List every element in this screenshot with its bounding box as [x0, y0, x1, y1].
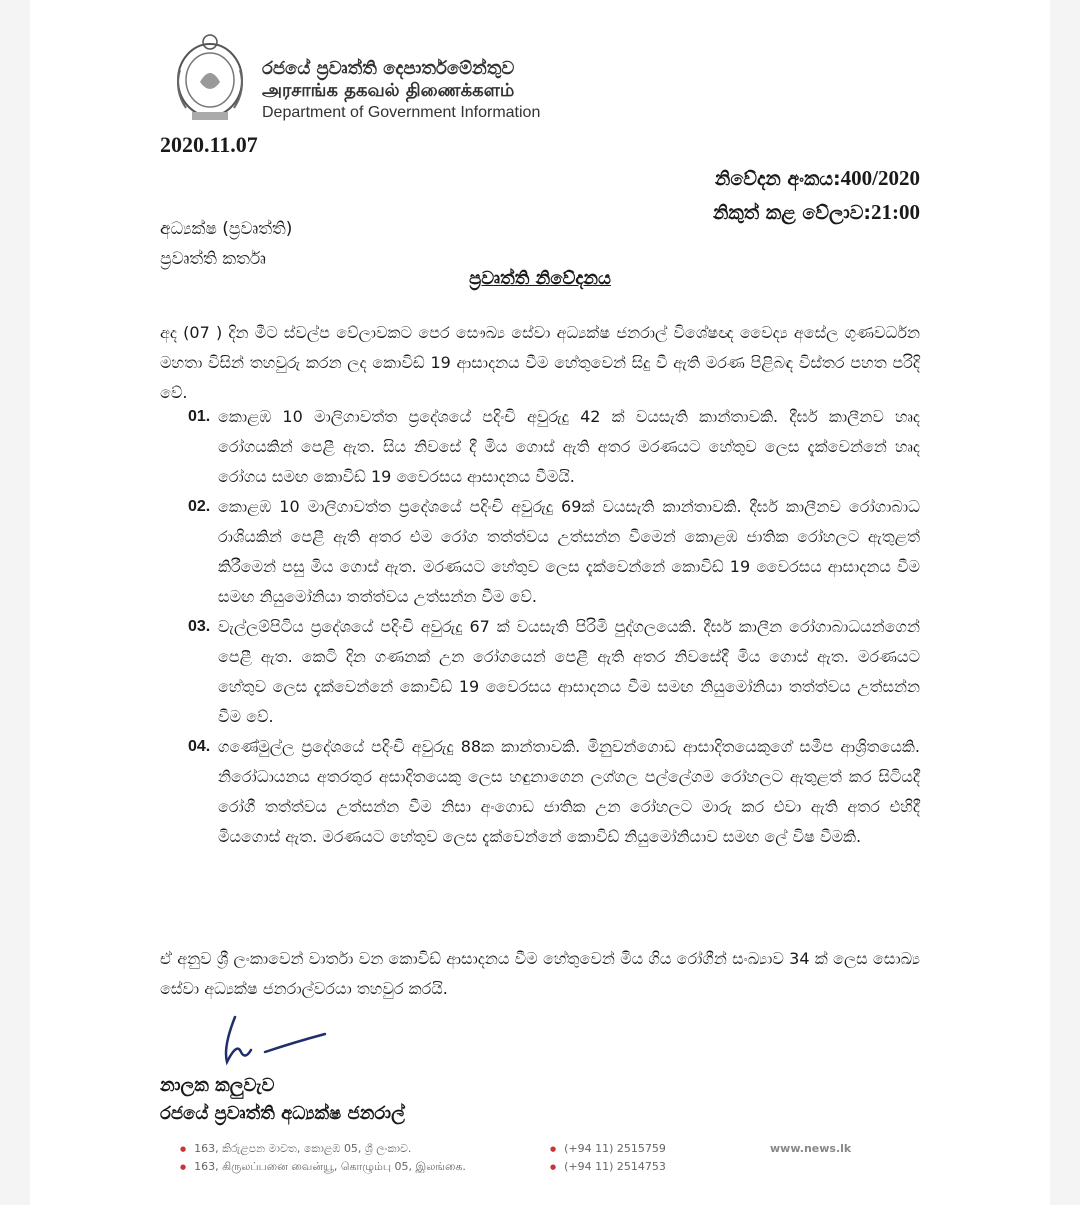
- item-number: 04.: [188, 738, 211, 755]
- item-number: 02.: [188, 498, 211, 515]
- deaths-list: [188, 402, 920, 852]
- item-text: කොළඹ 10 මාලිගාවත්ත ප්‍රදේශයේ පදිංචි අවුරුදු 69ක් වයසැති කාන්තාවකි. දීර්ඝ කාලීනව රෝගාබාධ රාශියකින් පෙළී ඇති අතර එම රෝග තත්ත්වය උත්සන්න වීමෙන් කොළඹ ජාතික රෝහලට ඇතුළත් කිරීමෙන් පසු මිය ගොස් ඇත. මරණයට හේතුව ලෙස දැක්වෙන්නේ කොවිඩ් 19 වෛරසය ආසාදනය වීම සමඟ නියුමෝනියා තත්ත්වය උත්සන්න වීම වේ.: [218, 497, 920, 606]
- footer-fax: ● (+94 11) 2514753: [550, 1160, 666, 1173]
- department-name-sinhala: රජයේ ප්‍රවෘත්ති දෙපාර්තමේන්තුව: [262, 58, 515, 79]
- issue-time-value: 21:00: [871, 200, 920, 224]
- issue-time-label: නිකුත් කළ වේලාව:: [712, 202, 871, 224]
- issue-time-line: [713, 196, 920, 230]
- footer-address-tamil: ● 163, கிருலப்பனை வைன்யூ, கொழும்பு 05, இலங்கை.: [180, 1160, 466, 1173]
- department-name-english: Department of Government Information: [262, 104, 541, 121]
- signer-block: [160, 1072, 405, 1128]
- notice-number-value: 400/2020: [840, 166, 920, 190]
- signer-title: රජයේ ප්‍රවෘත්ති අධ්‍යක්ෂ ජනරාල්: [160, 1103, 405, 1124]
- notice-number-label: නිවේදන අංකය:: [714, 168, 841, 190]
- item-text: වැල්ලම්පිටිය ප්‍රදේශයේ පදිංචි අවුරුදු 67 ක් වයසැති පිරිමි පුද්ගලයෙකි. දීර්ඝ කාලීන රෝගාබාධයන්ගෙන් පෙළී ඇත. කෙටි දින ගණනක් උන රෝගයෙන් පෙළී ඇති අතර නිවසේදී මිය ගොස් ඇත. මරණයට හේතුව ලෙස දැක්වෙන්නේ කොවිඩ් 19 වෛරසය ආසාදනය වීම සමඟ නියුමෝනියා තත්ත්වය උත්සන්න වීම වේ.: [218, 617, 920, 726]
- department-header: [262, 58, 540, 124]
- list-item: [188, 402, 920, 492]
- reference-block: [713, 162, 920, 230]
- list-item: [188, 732, 920, 852]
- addressee: [160, 214, 292, 274]
- footer-address: [180, 1140, 466, 1176]
- list-item: [188, 612, 920, 732]
- sri-lanka-emblem-icon: [170, 30, 250, 126]
- signature-icon: [205, 1012, 335, 1072]
- footer-address-sinhala: ● 163, කිරුළපන මාවත, කොළඹ 05, ශ්‍රී ලංකාව.: [180, 1142, 411, 1155]
- list-item: [188, 492, 920, 612]
- letterhead-footer: [180, 1140, 880, 1190]
- footer-website: www.news.lk: [770, 1142, 852, 1155]
- addressee-line: ප්‍රවෘත්ති කර්තෘ: [160, 249, 266, 269]
- notice-number-line: [713, 162, 920, 196]
- department-name-tamil: அரசாங்க தகவல் திணைக்களம்: [262, 80, 515, 101]
- document-date: 2020.11.07: [160, 132, 258, 157]
- intro-paragraph: අද (07 ) දින මීට ස්වල්ප වේලාවකට පෙර සෞඛ්‍ය සේවා අධ්‍යක්ෂ ජනරාල් විශේෂඥ වෛද්‍ය අසේල ගුණවර්ධන මහතා විසින් තහවුරු කරන ලද කොවිඩ් 19 ආසාදනය වීම හේතුවෙන් සිදු වී ඇති මරණ පිළිබඳ විස්තර පහත පරිදි වේ.: [160, 323, 920, 402]
- signer-name: නාලක කලුවැව: [160, 1075, 275, 1096]
- document-heading: ප්‍රවෘත්ති නිවේදනය: [469, 268, 611, 289]
- addressee-line: අධ්‍යක්ෂ (ප්‍රවෘත්ති): [160, 219, 293, 239]
- item-text: කොළඹ 10 මාලිගාවත්ත ප්‍රදේශයේ පදිංචි අවුරුදු 42 ක් වයසැති කාන්තාවකි. දීර්ඝ කාලීනව හෘද රෝගයකින් පෙළී ඇත. සිය නිවසේ දී මිය ගොස් ඇති අතර මරණයට හේතුව ලෙස දැක්වෙන්නේ හෘද රෝගය සමඟ කොවිඩ් 19 වෛරසය ආසාදනය වීමයි.: [218, 407, 920, 486]
- footer-contacts: [550, 1140, 666, 1176]
- footer-phone: ● (+94 11) 2515759: [550, 1142, 666, 1155]
- item-text: ගණේමුල්ල ප්‍රදේශයේ පදිංචි අවුරුදු 88ක කාන්තාවකි. මිනුවන්ගොඩ ආසාදිතයෙකුගේ සමීප ආශ්‍රිතයෙකි. නිරෝධායනය අතරතුර අසාදිතයෙකු ලෙස හඳුනාගෙන ලග්ගල පල්ලේගම රෝහලට ඇතුළත් කර සිටියදී රෝගී තත්ත්වය උත්සන්න වීම නිසා අංගොඩ ජාතික උන රෝහලට මාරු කර එවා ඇති අතර එහිදී මියගොස් ඇත. මරණයට හේතුව ලෙස දැක්වෙන්නේ කොවිඩ් නියුමෝනියාව සමඟ ලේ විෂ වීමකි.: [218, 737, 920, 846]
- item-number: 01.: [188, 408, 211, 425]
- closing-paragraph: ඒ අනුව ශ්‍රී ලංකාවෙන් වාර්තා වන කොවිඩ් ආසාදනය වීම හේතුවෙන් මිය ගිය රෝගීන් සංඛ්‍යාව 34 ක් ලෙස සොඛ්‍ය සේවා අධ්‍යක්ෂ ජනරාල්වරයා තහවුර කරයි.: [160, 949, 920, 998]
- item-number: 03.: [188, 618, 211, 635]
